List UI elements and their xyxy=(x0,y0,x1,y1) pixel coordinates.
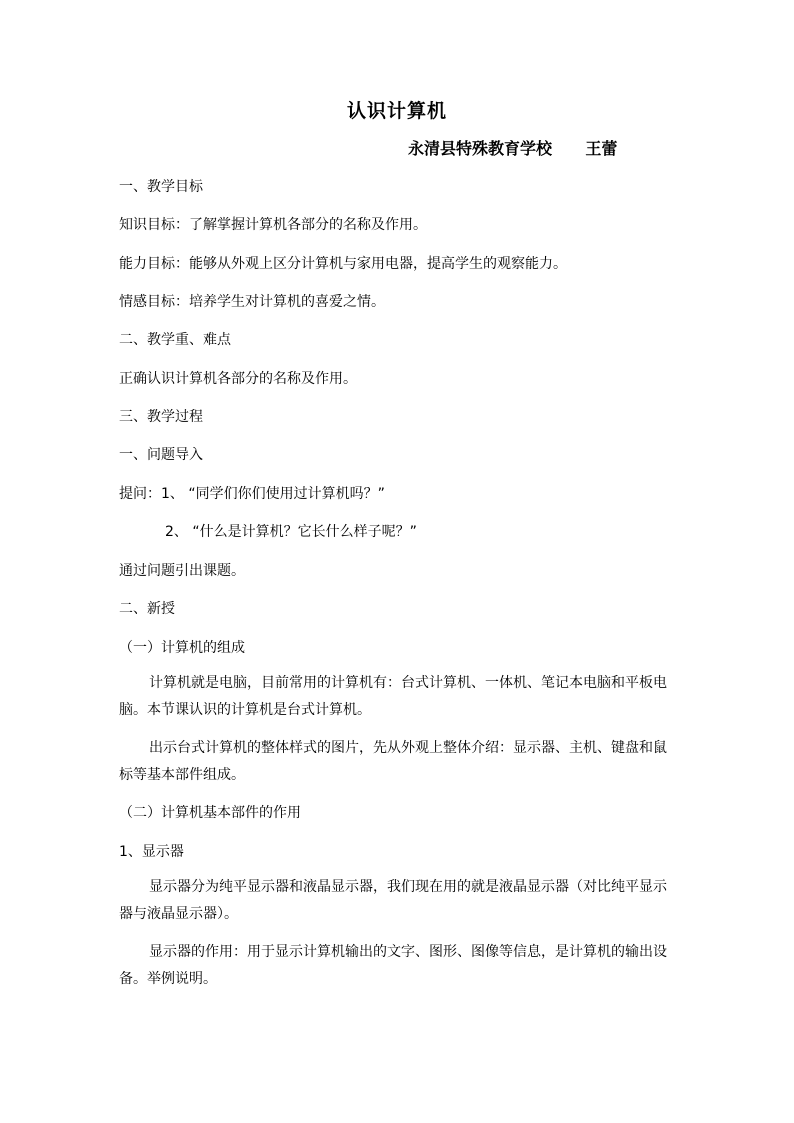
lead-in-text: 通过问题引出课题。 xyxy=(119,563,245,579)
key-point-text: 正确认识计算机各部分的名称及作用。 xyxy=(119,371,357,387)
question-1: 提问：1、 “同学们你们使用过计算机吗？” xyxy=(119,486,385,502)
ability-goal: 能力目标：能够从外观上区分计算机与家用电器，提高学生的观察能力。 xyxy=(119,256,567,272)
page-title: 认识计算机 xyxy=(346,100,447,122)
paragraph-monitor-function: 显示器的作用：用于显示计算机输出的文字、图形、图像等信息，是计算机的输出设备。举例说明。 xyxy=(119,944,667,987)
subheading-new-lesson: 二、新授 xyxy=(119,601,175,617)
part-heading-component-functions: （二）计算机基本部件的作用 xyxy=(119,805,301,821)
section-heading-teaching-goals: 一、教学目标 xyxy=(119,179,203,195)
part-heading-composition: （一）计算机的组成 xyxy=(119,640,245,656)
subheading-question-intro: 一、问题导入 xyxy=(119,447,203,463)
author-byline: 永清县特殊教育学校 王蕾 xyxy=(408,139,618,158)
paragraph-monitor-types: 显示器分为纯平显示器和液晶显示器，我们现在用的就是液晶显示器（对比纯平显示器与液晶显示器）。 xyxy=(119,879,667,922)
section-heading-key-points: 二、教学重、难点 xyxy=(119,332,231,348)
section-heading-process: 三、教学过程 xyxy=(119,409,203,425)
emotion-goal: 情感目标：培养学生对计算机的喜爱之情。 xyxy=(119,294,385,310)
item-heading-monitor: 1、显示器 xyxy=(119,844,184,860)
paragraph-computer-types: 计算机就是电脑，目前常用的计算机有：台式计算机、一体机、笔记本电脑和平板电脑。本节课认识的计算机是台式计算机。 xyxy=(119,675,667,718)
knowledge-goal: 知识目标：了解掌握计算机各部分的名称及作用。 xyxy=(119,217,427,233)
question-2: 2、 “什么是计算机？它长什么样子呢？” xyxy=(165,524,417,540)
paragraph-components-intro: 出示台式计算机的整体样式的图片，先从外观上整体介绍：显示器、主机、键盘和鼠标等基本部件组成。 xyxy=(119,740,667,783)
